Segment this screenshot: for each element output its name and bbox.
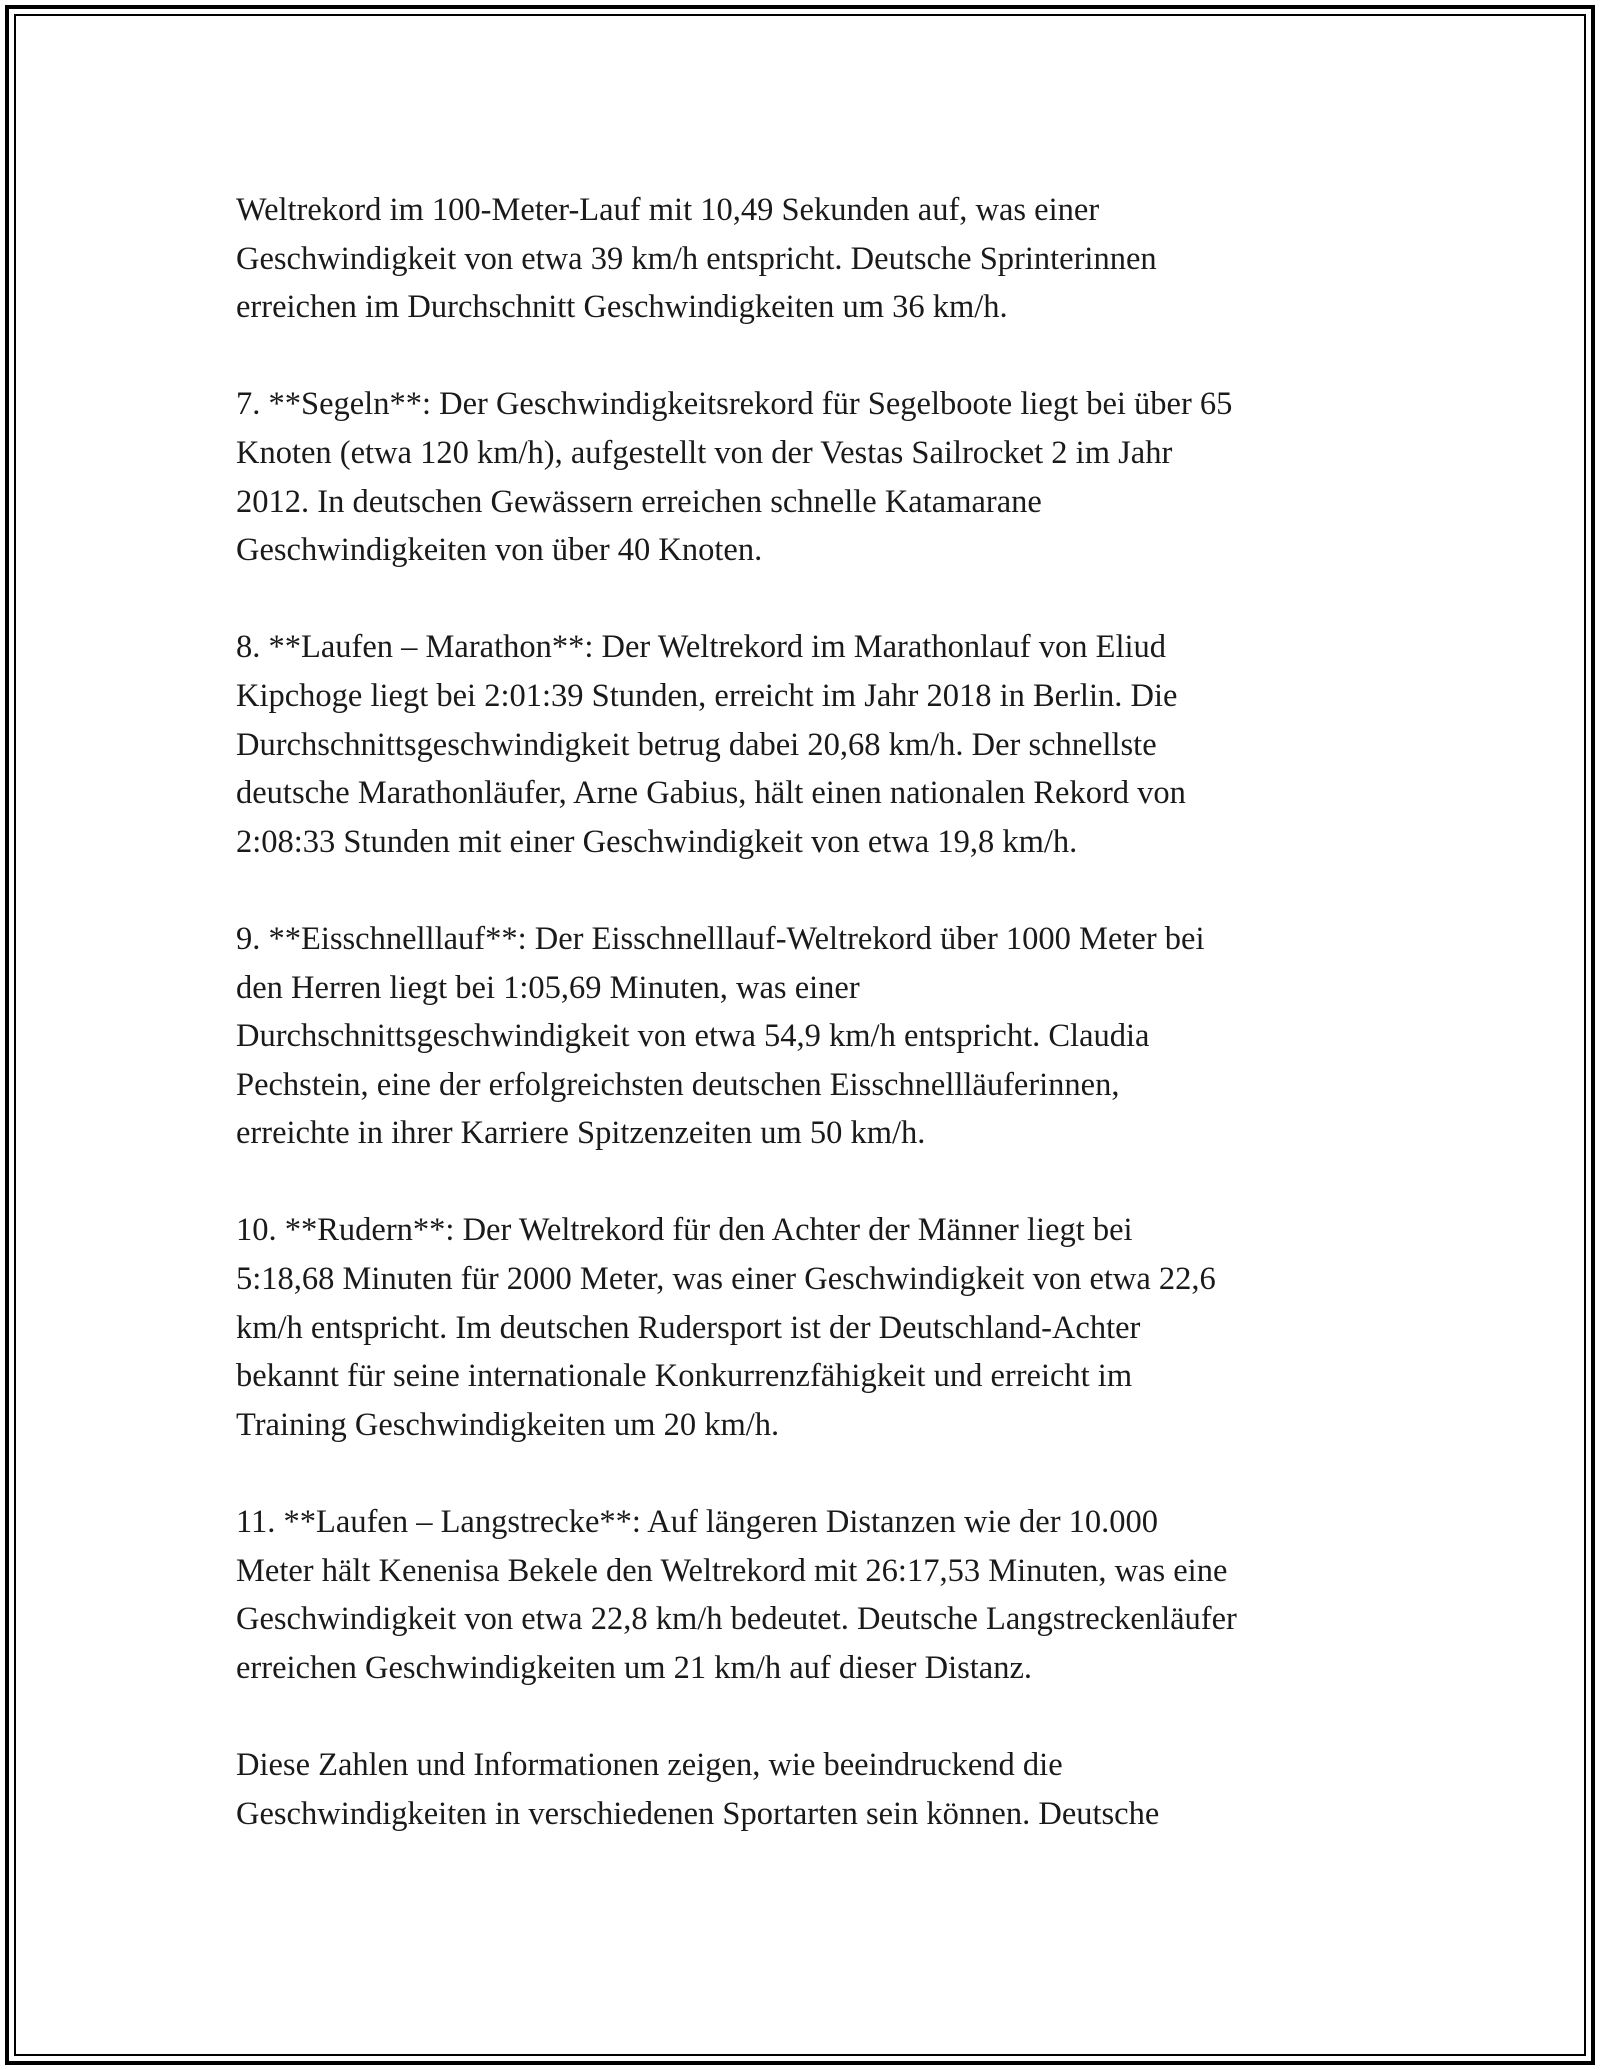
text-line: Kipchoge liegt bei 2:01:39 Stunden, erreicht im Jahr 2018 in Berlin. Die <box>236 677 1178 714</box>
text-line: bekannt für seine internationale Konkurrenzfähigkeit und erreicht im <box>236 1358 1133 1395</box>
text-line: erreichen im Durchschnitt Geschwindigkeiten um 36 km/h. <box>236 289 1008 326</box>
text-line: erreichte in ihrer Karriere Spitzenzeiten um 50 km/h. <box>236 1115 926 1152</box>
text-line: 8. **Laufen – Marathon**: Der Weltrekord im Marathonlauf von Eliud <box>236 629 1167 666</box>
text-line: 5:18,68 Minuten für 2000 Meter, was einer Geschwindigkeit von etwa 22,6 <box>236 1261 1216 1298</box>
paragraph-sprint-continued <box>236 186 1386 332</box>
text-line: Geschwindigkeit von etwa 39 km/h entspricht. Deutsche Sprinterinnen <box>236 240 1157 277</box>
text-line: Geschwindigkeit von etwa 22,8 km/h bedeutet. Deutsche Langstreckenläufer <box>236 1601 1237 1638</box>
text-line: 7. **Segeln**: Der Geschwindigkeitsrekord für Segelboote liegt bei über 65 <box>236 386 1233 423</box>
text-line: den Herren liegt bei 1:05,69 Minuten, was einer <box>236 969 860 1006</box>
text-line: 10. **Rudern**: Der Weltrekord für den Achter der Männer liegt bei <box>236 1212 1133 1249</box>
text-line: erreichen Geschwindigkeiten um 21 km/h auf dieser Distanz. <box>236 1649 1032 1686</box>
text-line: Knoten (etwa 120 km/h), aufgestellt von der Vestas Sailrocket 2 im Jahr <box>236 434 1173 471</box>
paragraph-segeln <box>236 380 1386 574</box>
text-line: Geschwindigkeiten in verschiedenen Sportarten sein können. Deutsche <box>236 1795 1160 1832</box>
text-line: 2:08:33 Stunden mit einer Geschwindigkeit von etwa 19,8 km/h. <box>236 823 1078 860</box>
text-line: km/h entspricht. Im deutschen Rudersport ist der Deutschland-Achter <box>236 1309 1141 1346</box>
text-line: Durchschnittsgeschwindigkeit von etwa 54,9 km/h entspricht. Claudia <box>236 1018 1150 1055</box>
document-body <box>236 186 1386 1887</box>
text-line: Pechstein, eine der erfolgreichsten deutschen Eisschnellläuferinnen, <box>236 1066 1120 1103</box>
text-line: Geschwindigkeiten von über 40 Knoten. <box>236 532 763 569</box>
text-line: 2012. In deutschen Gewässern erreichen schnelle Katamarane <box>236 483 1042 520</box>
paragraph-conclusion <box>236 1741 1386 1838</box>
text-line: deutsche Marathonläufer, Arne Gabius, hält einen nationalen Rekord von <box>236 775 1186 812</box>
paragraph-langstrecke <box>236 1498 1386 1692</box>
paragraph-eisschnelllauf <box>236 915 1386 1158</box>
text-line: Weltrekord im 100-Meter-Lauf mit 10,49 Sekunden auf, was einer <box>236 192 1100 228</box>
text-line: Training Geschwindigkeiten um 20 km/h. <box>236 1406 780 1443</box>
text-line: Meter hält Kenenisa Bekele den Weltrekord mit 26:17,53 Minuten, was eine <box>236 1552 1228 1589</box>
text-line: Diese Zahlen und Informationen zeigen, wie beeindruckend die <box>236 1747 1063 1783</box>
paragraph-rudern <box>236 1206 1386 1449</box>
text-line: 9. **Eisschnelllauf**: Der Eisschnelllauf-Weltrekord über 1000 Meter bei <box>236 920 1205 957</box>
text-line: 11. **Laufen – Langstrecke**: Auf längeren Distanzen wie der 10.000 <box>236 1504 1159 1541</box>
paragraph-marathon <box>236 623 1386 866</box>
text-line: Durchschnittsgeschwindigkeit betrug dabei 20,68 km/h. Der schnellste <box>236 726 1157 763</box>
